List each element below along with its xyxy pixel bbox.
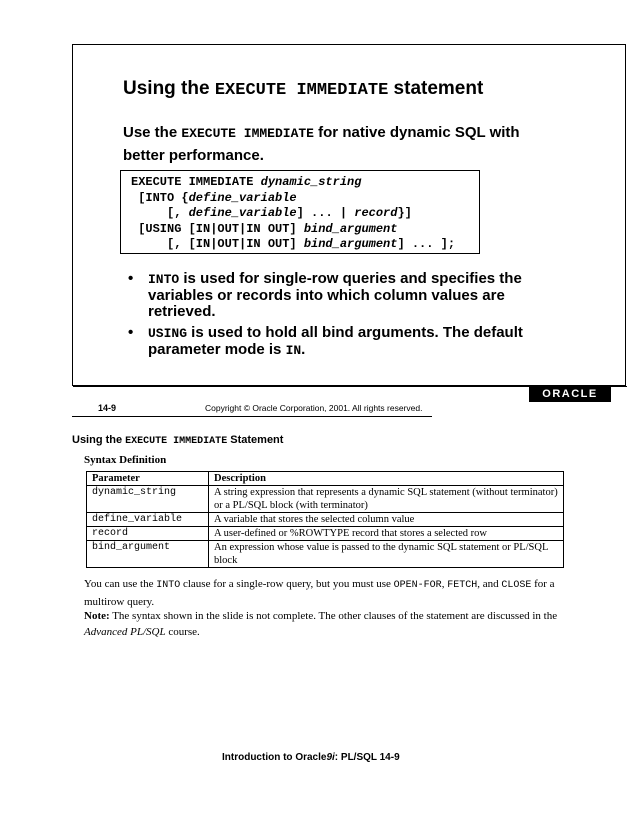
slide-number: 14-9 (98, 403, 117, 413)
bullet-dot-icon: • (128, 270, 134, 287)
page-footer: Introduction to Oracle9i: PL/SQL 14-9 (222, 752, 400, 763)
slide-copyright: Copyright © Oracle Corporation, 2001. All rights reserved. (205, 403, 423, 413)
param-description: An expression whose value is passed to the dynamic SQL statement or PL/SQL block (209, 541, 564, 568)
paragraph-into-clause: You can use the INTO clause for a single-row query, but you must use OPEN-FOR, FETCH, and CLOSE for a multirow query. (84, 578, 555, 608)
slide-bullets (123, 271, 573, 364)
parameter-table (86, 471, 564, 568)
param-name: dynamic_string (87, 486, 209, 513)
param-name: define_variable (87, 513, 209, 527)
table-header: Description (209, 472, 564, 486)
syntax-definition-heading: Syntax Definition (84, 454, 167, 466)
bullet-using: • USING is used to hold all bind arguments. The default parameter mode is IN. (128, 324, 523, 358)
section-heading: Using the EXECUTE IMMEDIATE Statement (72, 434, 284, 447)
oracle-logo: ORACLE (529, 386, 611, 402)
subtitle-code: EXECUTE IMMEDIATE (181, 126, 314, 141)
table-header-row (87, 472, 564, 486)
param-name: record (87, 527, 209, 541)
divider (72, 416, 432, 417)
table-header: Parameter (87, 472, 209, 486)
slide-subtitle: Use the EXECUTE IMMEDIATE for native dynamic SQL with better performance. (123, 124, 520, 164)
bullet-dot-icon: • (128, 324, 134, 341)
table-row (87, 513, 564, 527)
table-row (87, 541, 564, 568)
table-row (87, 527, 564, 541)
slide-frame (72, 44, 626, 400)
slide-title: Using the EXECUTE IMMEDIATE statement (123, 78, 484, 100)
table-row (87, 486, 564, 513)
param-description: A variable that stores the selected column value (209, 513, 564, 527)
bullet-into: • INTO is used for single-row queries and specifies the variables or records into which column values are retrieved. (128, 270, 522, 320)
param-description: A string expression that represents a dynamic SQL statement (without terminator) or a PL/SQL block (with terminator) (209, 486, 564, 513)
syntax-box: EXECUTE IMMEDIATE dynamic_string [INTO {define_variable [, define_variable] ... | record}] [USING [IN|OUT|IN OUT] bind_argument [, [IN|OUT|IN OUT] bind_argument] ... ]; (120, 170, 480, 254)
param-name: bind_argument (87, 541, 209, 568)
title-code: EXECUTE IMMEDIATE (214, 81, 389, 100)
param-description: A user-defined or %ROWTYPE record that stores a selected row (209, 527, 564, 541)
paragraph-note: Note: The syntax shown in the slide is not complete. The other clauses of the statement are discussed in the Advanced PL/SQL course. (84, 610, 558, 638)
